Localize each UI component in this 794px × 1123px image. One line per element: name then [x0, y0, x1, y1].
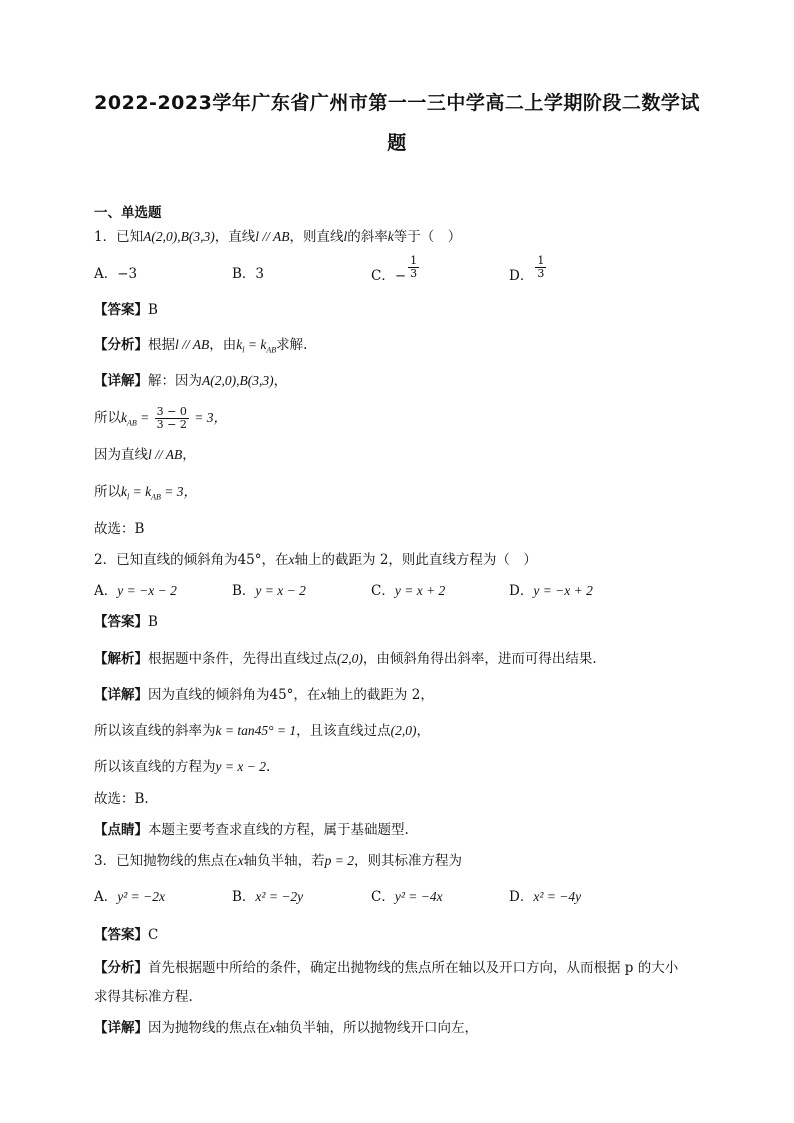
q2-comment: 【点睛】本题主要考查求直线的方程，属于基础题型. — [94, 822, 409, 838]
q1-option-b: B．3 — [232, 266, 265, 282]
q2-option-a: A．y = −x − 2 — [94, 583, 177, 599]
q3-analysis-continued: 求得其标准方程. — [94, 989, 193, 1005]
q3-analysis: 【分析】首先根据题中所给的条件，确定出抛物线的焦点所在轴以及开口方向，从而根据 p 的大小 — [94, 960, 679, 976]
q1-detail-line3: 因为直线l // AB， — [94, 447, 196, 463]
q1-detail-line4: 所以$k_l = k_{AB} = 3$， — [94, 484, 197, 502]
q2-detail-line3: 所以该直线的方程为y = x − 2. — [94, 759, 271, 775]
q3-option-c: C．y² = −4x — [371, 889, 443, 905]
page-title-continued: 题 — [387, 132, 407, 154]
q1-analysis: 【分析】根据l // AB，由$k_l = k_{AB}$求解. — [94, 337, 308, 355]
q2-analysis: 【解析】根据题中条件，先得出直线过点(2,0)，由倾斜角得出斜率，进而可得出结果. — [94, 651, 597, 667]
q2-stem: 2．已知直线的倾斜角为45°，在x轴上的截距为 2，则此直线方程为（ ） — [94, 552, 537, 568]
slope-fraction: $\frac{3 - 0}{3 - 2}$ — [156, 405, 187, 431]
q2-detail-line1: 【详解】因为直线的倾斜角为45°，在x轴上的截距为 2， — [94, 687, 434, 703]
q2-option-b: B．y = x − 2 — [232, 583, 306, 599]
q1-detail-line2: 所以$k_{AB}$ = $\frac{3 - 0}{3 - 2}$ = 3， — [94, 405, 227, 431]
fraction: $\frac{1}{3}$ — [537, 254, 545, 280]
q3-stem: 3．已知抛物线的焦点在x轴负半轴，若p = 2，则其标准方程为 — [94, 853, 462, 869]
page-title: 2022-2023学年广东省广州市第一一三中学高二上学期阶段二数学试 — [94, 92, 700, 114]
q1-stem: 1．已知A(2,0),B(3,3)，直线l // AB，则直线l的斜率k等于（ ） — [94, 229, 462, 245]
q3-answer: 【答案】C — [94, 927, 159, 943]
q3-option-d: D．x² = −4y — [509, 889, 582, 905]
q1-option-d: D． $\frac{1}{3}$ — [509, 254, 545, 284]
q1-option-a: A．−3 — [94, 266, 138, 282]
q2-option-d: D．y = −x + 2 — [509, 583, 593, 599]
q1-option-c: C．− $\frac{1}{3}$ — [371, 254, 418, 284]
q1-choose: 故选：B — [94, 521, 145, 537]
q2-option-c: C．y = x + 2 — [371, 583, 446, 599]
q1-detail-line1: 【详解】解：因为A(2,0),B(3,3)， — [94, 373, 288, 389]
fraction: $\frac{1}{3}$ — [410, 254, 418, 280]
q3-option-a: A．y² = −2x — [94, 889, 166, 905]
q3-option-b: B．x² = −2y — [232, 889, 304, 905]
section-heading: 一、单选题 — [94, 205, 162, 221]
q1-answer: 【答案】B — [94, 302, 158, 318]
q2-answer: 【答案】B — [94, 614, 158, 630]
q2-detail-line2: 所以该直线的斜率为k = tan45° = 1，且该直线过点(2,0)， — [94, 723, 430, 739]
q3-detail: 【详解】因为抛物线的焦点在x轴负半轴，所以抛物线开口向左， — [94, 1020, 478, 1036]
q2-choose: 故选：B. — [94, 791, 149, 807]
